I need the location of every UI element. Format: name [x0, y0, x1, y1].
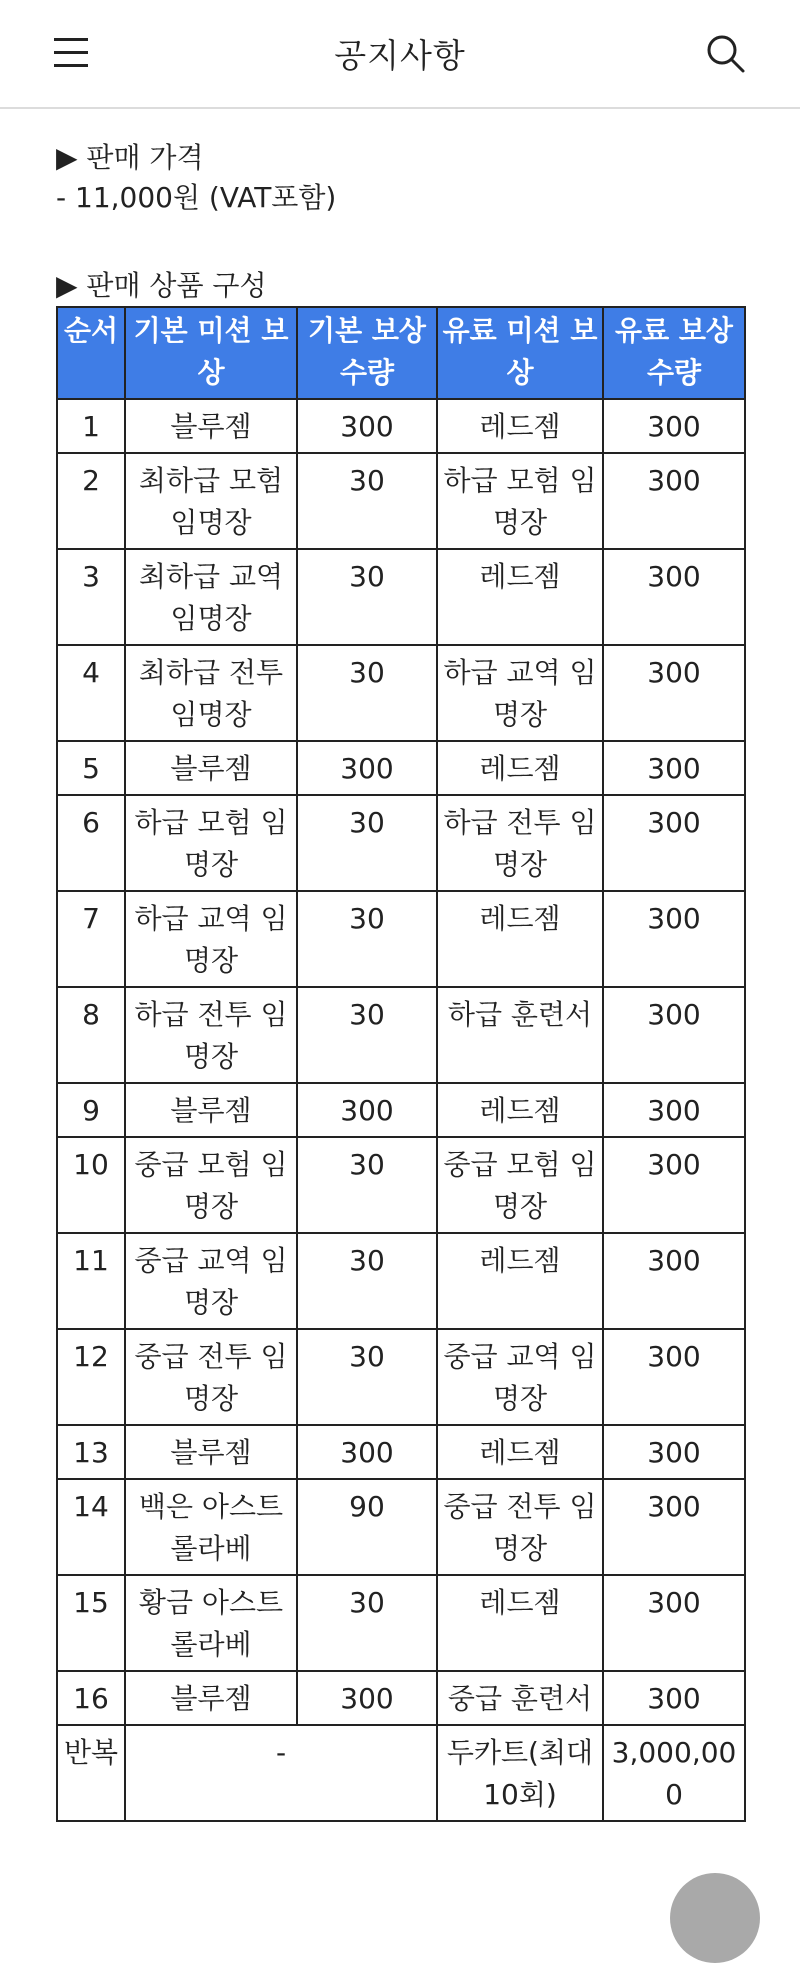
paid-reward-cell: 하급 교역 임명장	[437, 645, 603, 741]
paid-reward-cell: 레드젬	[437, 1425, 603, 1479]
notice-content	[56, 138, 746, 1822]
order-cell: 5	[57, 741, 125, 795]
basic-qty-cell: 30	[297, 1233, 437, 1329]
paid-qty-cell: 300	[603, 1233, 745, 1329]
basic-qty-cell: 30	[297, 549, 437, 645]
paid-qty-cell: 300	[603, 891, 745, 987]
basic-reward-cell: 중급 교역 임명장	[125, 1233, 297, 1329]
table-row	[57, 1671, 745, 1725]
price-value: - 11,000원 (VAT포함)	[56, 181, 337, 214]
order-cell: 13	[57, 1425, 125, 1479]
paid-qty-cell: 300	[603, 645, 745, 741]
floating-action-button[interactable]	[670, 1873, 760, 1963]
paid-qty-cell: 300	[603, 1575, 745, 1671]
order-cell: 15	[57, 1575, 125, 1671]
composition-heading: ▶ 판매 상품 구성	[56, 269, 267, 302]
order-cell: 6	[57, 795, 125, 891]
paid-qty-cell: 300	[603, 453, 745, 549]
basic-qty-cell: 300	[297, 1083, 437, 1137]
paid-qty-cell: 300	[603, 399, 745, 453]
reward-table-body	[57, 399, 745, 1821]
basic-reward-cell: 백은 아스트롤라베	[125, 1479, 297, 1575]
page-title: 공지사항	[334, 36, 466, 75]
basic-reward-cell: 블루젬	[125, 1083, 297, 1137]
order-cell: 1	[57, 399, 125, 453]
order-cell: 7	[57, 891, 125, 987]
basic-reward-cell: 하급 전투 임명장	[125, 987, 297, 1083]
price-heading: ▶ 판매 가격	[56, 141, 204, 174]
paid-qty-cell: 300	[603, 1137, 745, 1233]
basic-reward-cell: 최하급 모험 임명장	[125, 453, 297, 549]
table-row	[57, 741, 745, 795]
table-row	[57, 1425, 745, 1479]
basic-reward-cell: 황금 아스트롤라베	[125, 1575, 297, 1671]
paid-qty-cell: 3,000,000	[603, 1725, 745, 1821]
order-cell: 4	[57, 645, 125, 741]
paid-qty-cell: 300	[603, 1425, 745, 1479]
table-row	[57, 1479, 745, 1575]
table-row	[57, 987, 745, 1083]
paid-reward-cell: 중급 훈련서	[437, 1671, 603, 1725]
column-header-paid-reward: 유료 미션 보상	[437, 307, 603, 399]
basic-qty-cell: 30	[297, 795, 437, 891]
order-cell: 14	[57, 1479, 125, 1575]
order-cell: 12	[57, 1329, 125, 1425]
table-row	[57, 1083, 745, 1137]
table-row	[57, 399, 745, 453]
table-row	[57, 453, 745, 549]
paid-reward-cell: 두카트(최대 10회)	[437, 1725, 603, 1821]
top-header	[0, 0, 800, 109]
order-cell: 10	[57, 1137, 125, 1233]
basic-qty-cell: 300	[297, 741, 437, 795]
basic-reward-cell: 블루젬	[125, 399, 297, 453]
basic-qty-cell: 30	[297, 1575, 437, 1671]
paid-reward-cell: 레드젬	[437, 891, 603, 987]
basic-qty-cell: 30	[297, 891, 437, 987]
basic-reward-cell: 블루젬	[125, 741, 297, 795]
basic-qty-cell: 300	[297, 1425, 437, 1479]
paid-reward-cell: 레드젬	[437, 1233, 603, 1329]
table-row	[57, 1137, 745, 1233]
paid-qty-cell: 300	[603, 549, 745, 645]
paid-reward-cell: 중급 모험 임명장	[437, 1137, 603, 1233]
reward-table	[56, 306, 746, 1822]
paid-qty-cell: 300	[603, 987, 745, 1083]
basic-qty-cell: 30	[297, 987, 437, 1083]
basic-qty-cell: 90	[297, 1479, 437, 1575]
basic-reward-cell: 중급 모험 임명장	[125, 1137, 297, 1233]
basic-qty-cell: 30	[297, 453, 437, 549]
table-row	[57, 795, 745, 891]
repeat-row	[57, 1725, 745, 1821]
paid-qty-cell: 300	[603, 795, 745, 891]
basic-reward-cell: 하급 교역 임명장	[125, 891, 297, 987]
table-row	[57, 549, 745, 645]
search-icon[interactable]	[702, 30, 750, 78]
order-cell: 9	[57, 1083, 125, 1137]
paid-qty-cell: 300	[603, 1083, 745, 1137]
paid-reward-cell: 레드젬	[437, 549, 603, 645]
paid-reward-cell: 레드젬	[437, 1083, 603, 1137]
basic-qty-cell: 30	[297, 1137, 437, 1233]
paid-reward-cell: 중급 교역 임명장	[437, 1329, 603, 1425]
table-row	[57, 645, 745, 741]
paid-reward-cell: 하급 모험 임명장	[437, 453, 603, 549]
basic-qty-cell: 30	[297, 645, 437, 741]
column-header-order: 순서	[57, 307, 125, 399]
paid-reward-cell: 중급 전투 임명장	[437, 1479, 603, 1575]
paid-reward-cell: 레드젬	[437, 399, 603, 453]
basic-reward-cell: -	[125, 1725, 437, 1821]
basic-reward-cell: 최하급 전투 임명장	[125, 645, 297, 741]
order-cell: 8	[57, 987, 125, 1083]
table-row	[57, 1575, 745, 1671]
basic-qty-cell: 300	[297, 399, 437, 453]
paid-qty-cell: 300	[603, 741, 745, 795]
paid-qty-cell: 300	[603, 1329, 745, 1425]
order-cell: 2	[57, 453, 125, 549]
basic-reward-cell: 블루젬	[125, 1671, 297, 1725]
order-cell: 반복	[57, 1725, 125, 1821]
basic-reward-cell: 중급 전투 임명장	[125, 1329, 297, 1425]
table-header-row	[57, 307, 745, 399]
order-cell: 16	[57, 1671, 125, 1725]
basic-qty-cell: 30	[297, 1329, 437, 1425]
table-row	[57, 891, 745, 987]
column-header-basic-reward: 기본 미션 보상	[125, 307, 297, 399]
column-header-paid-qty: 유료 보상 수량	[603, 307, 745, 399]
table-row	[57, 1233, 745, 1329]
paid-reward-cell: 하급 훈련서	[437, 987, 603, 1083]
order-cell: 3	[57, 549, 125, 645]
basic-reward-cell: 블루젬	[125, 1425, 297, 1479]
paid-qty-cell: 300	[603, 1479, 745, 1575]
paid-reward-cell: 레드젬	[437, 1575, 603, 1671]
paid-reward-cell: 하급 전투 임명장	[437, 795, 603, 891]
order-cell: 11	[57, 1233, 125, 1329]
column-header-basic-qty: 기본 보상 수량	[297, 307, 437, 399]
paid-qty-cell: 300	[603, 1671, 745, 1725]
basic-qty-cell: 300	[297, 1671, 437, 1725]
table-row	[57, 1329, 745, 1425]
basic-reward-cell: 최하급 교역 임명장	[125, 549, 297, 645]
basic-reward-cell: 하급 모험 임명장	[125, 795, 297, 891]
paid-reward-cell: 레드젬	[437, 741, 603, 795]
